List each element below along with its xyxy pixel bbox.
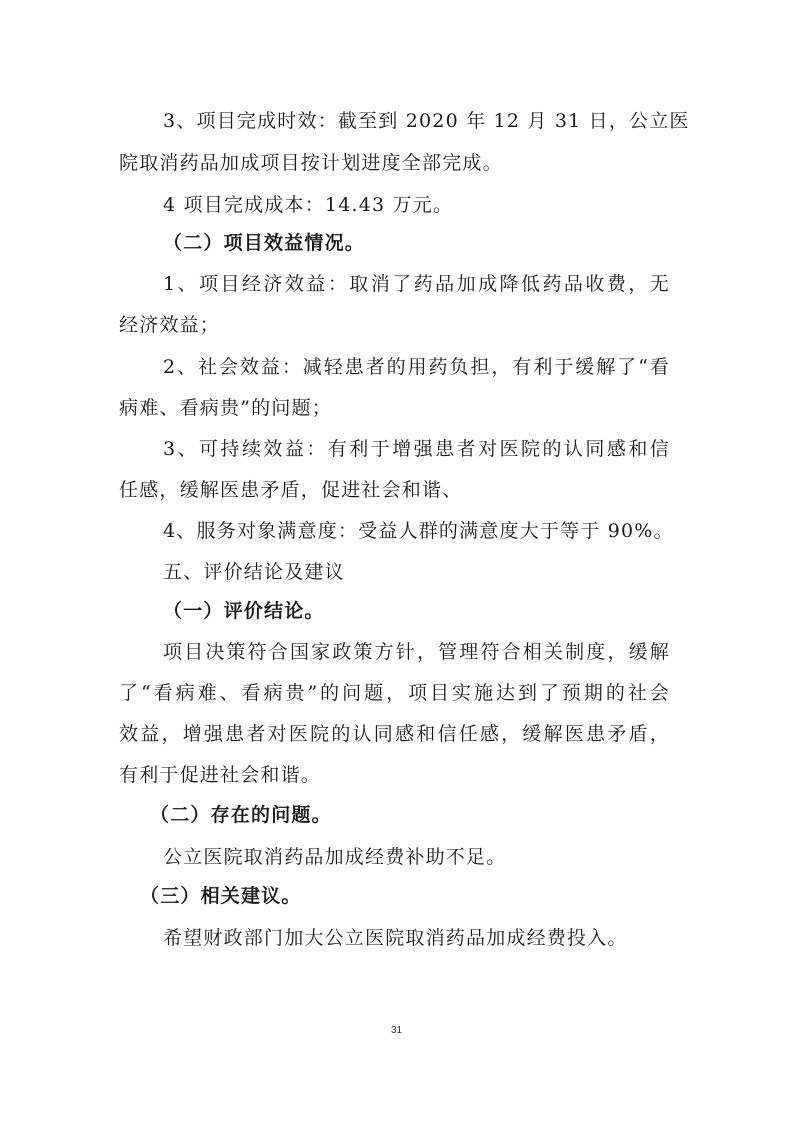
page-number: 31 — [390, 1025, 403, 1036]
section-heading: （一）评价结论。 — [163, 600, 325, 622]
paragraph-line: 效益，增强患者对医院的认同感和信任感，缓解医患矛盾， — [119, 723, 670, 745]
chapter-heading: 五、评价结论及建议 — [163, 561, 345, 583]
paragraph-line: 有利于促进社会和谐。 — [119, 764, 322, 786]
paragraph-line: 病难、看病贵”的问题； — [119, 397, 332, 419]
paragraph-line: 2、社会效益：减轻患者的用药负担，有利于缓解了“看 — [163, 356, 670, 378]
paragraph-line: 1、项目经济效益：取消了药品加成降低药品收费，无 — [163, 273, 670, 295]
section-heading: （二）项目效益情况。 — [163, 232, 366, 254]
paragraph-line: 3、可持续效益：有利于增强患者对医院的认同感和信 — [163, 438, 670, 460]
paragraph-line: 院取消药品加成项目按计划进度全部完成。 — [119, 152, 503, 174]
section-heading: （二）存在的问题。 — [150, 804, 332, 826]
paragraph-line: 4、服务对象满意度：受益人群的满意度大于等于 90%。 — [163, 520, 674, 542]
paragraph-line: 任感，缓解医患矛盾，促进社会和谐、 — [119, 479, 463, 501]
paragraph-line: 项目决策符合国家政策方针，管理符合相关制度，缓解 — [163, 641, 670, 663]
section-heading: （三）相关建议。 — [140, 885, 302, 907]
paragraph-line: 4 项目完成成本：14.43 万元。 — [163, 194, 454, 216]
paragraph-line: 3、项目完成时效：截至到 2020 年 12 月 31 日，公立医 — [163, 110, 690, 132]
paragraph-line: 公立医院取消药品加成经费补助不足。 — [163, 846, 507, 868]
paragraph-line: 经济效益； — [119, 314, 221, 336]
paragraph-line: 希望财政部门加大公立医院取消药品加成经费投入。 — [163, 927, 628, 949]
paragraph-line: 了“看病难、看病贵”的问题，项目实施达到了预期的社会 — [119, 682, 670, 704]
